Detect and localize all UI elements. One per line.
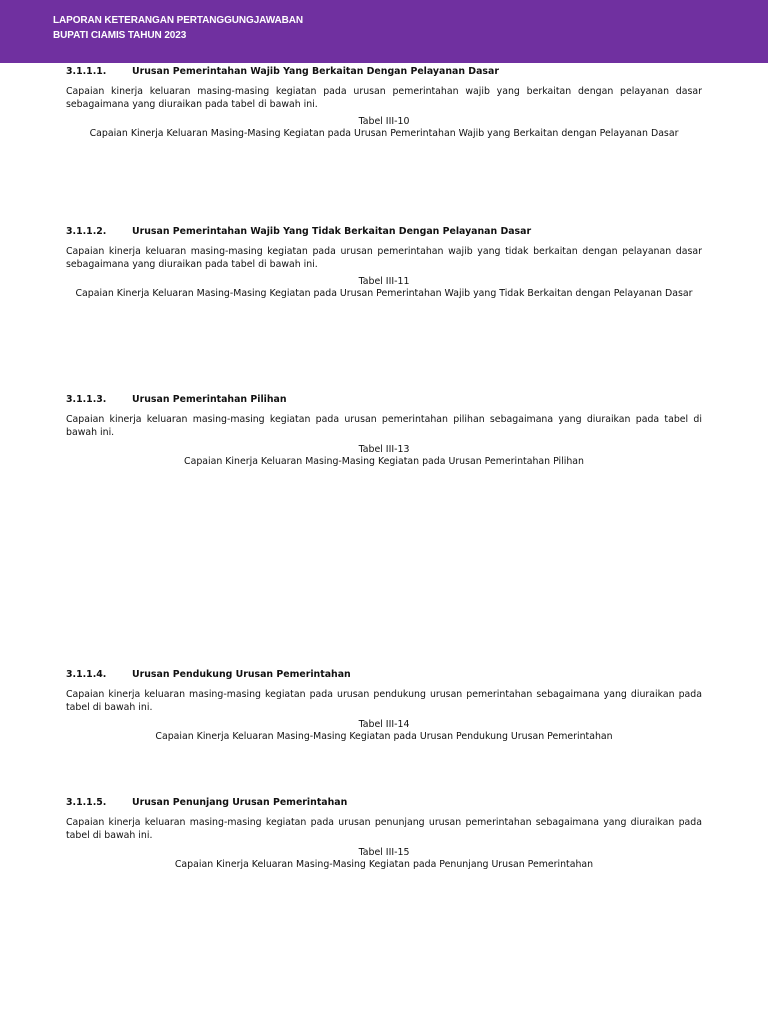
section-number: 3.1.1.2. — [66, 226, 107, 237]
section-number: 3.1.1.3. — [66, 394, 107, 405]
table-caption — [66, 847, 702, 870]
section-paragraph: Capaian kinerja keluaran masing-masing kegiatan pada urusan penunjang urusan pemerintahan sebagaimana yang diuraikan pada tabel di bawah ini. — [66, 817, 702, 841]
section-heading — [66, 65, 702, 78]
table-caption — [66, 116, 702, 139]
section-heading — [66, 225, 702, 238]
section-title: Urusan Pemerintahan Pilihan — [132, 394, 287, 405]
section-paragraph: Capaian kinerja keluaran masing-masing kegiatan pada urusan pemerintahan wajib yang berkaitan dengan pelayanan dasar sebagaimana yang diuraikan pada tabel di bawah ini. — [66, 86, 702, 110]
table-caption — [66, 444, 702, 467]
section-number: 3.1.1.4. — [66, 669, 107, 680]
section-3-1-1-3 — [66, 393, 702, 467]
section-paragraph: Capaian kinerja keluaran masing-masing kegiatan pada urusan pemerintahan wajib yang tidak berkaitan dengan pelayanan dasar sebagaimana yang diuraikan pada tabel di bawah ini. — [66, 246, 702, 270]
table-title: Capaian Kinerja Keluaran Masing-Masing Kegiatan pada Urusan Pemerintahan Wajib yang Tidak Berkaitan dengan Pelayanan Dasar — [75, 287, 693, 299]
table-caption — [66, 276, 702, 299]
section-paragraph: Capaian kinerja keluaran masing-masing kegiatan pada urusan pendukung urusan pemerintahan sebagaimana yang diuraikan pada tabel di bawah ini. — [66, 689, 702, 713]
section-3-1-1-2 — [66, 225, 702, 299]
section-paragraph: Capaian kinerja keluaran masing-masing kegiatan pada urusan pemerintahan pilihan sebagaimana yang diuraikan pada tabel di bawah ini. — [66, 414, 702, 438]
section-title: Urusan Pemerintahan Wajib Yang Berkaitan Dengan Pelayanan Dasar — [132, 66, 499, 77]
section-number: 3.1.1.1. — [66, 66, 107, 77]
table-label: Tabel III-10 — [358, 116, 410, 127]
section-heading — [66, 393, 702, 406]
table-caption — [66, 719, 702, 742]
section-3-1-1-5 — [66, 796, 702, 870]
table-label: Tabel III-11 — [358, 276, 410, 287]
section-title: Urusan Pendukung Urusan Pemerintahan — [132, 669, 351, 680]
table-title: Capaian Kinerja Keluaran Masing-Masing Kegiatan pada Urusan Pendukung Urusan Pemerintahan — [155, 730, 613, 742]
page-header-band — [0, 0, 768, 63]
section-heading — [66, 668, 702, 681]
table-title: Capaian Kinerja Keluaran Masing-Masing Kegiatan pada Urusan Pemerintahan Wajib yang Berkaitan dengan Pelayanan Dasar — [89, 127, 679, 139]
section-number: 3.1.1.5. — [66, 797, 107, 808]
section-3-1-1-4 — [66, 668, 702, 742]
section-3-1-1-1 — [66, 65, 702, 139]
table-title: Capaian Kinerja Keluaran Masing-Masing Kegiatan pada Urusan Pemerintahan Pilihan — [184, 455, 584, 467]
table-label: Tabel III-13 — [358, 444, 410, 455]
table-label: Tabel III-14 — [358, 719, 410, 730]
report-subtitle: BUPATI CIAMIS TAHUN 2023 — [53, 30, 187, 41]
table-label: Tabel III-15 — [358, 847, 410, 858]
report-title: LAPORAN KETERANGAN PERTANGGUNGJAWABAN — [53, 15, 304, 26]
table-title: Capaian Kinerja Keluaran Masing-Masing Kegiatan pada Penunjang Urusan Pemerintahan — [174, 858, 594, 870]
section-title: Urusan Penunjang Urusan Pemerintahan — [132, 797, 348, 808]
section-title: Urusan Pemerintahan Wajib Yang Tidak Berkaitan Dengan Pelayanan Dasar — [132, 226, 532, 237]
section-heading — [66, 796, 702, 809]
